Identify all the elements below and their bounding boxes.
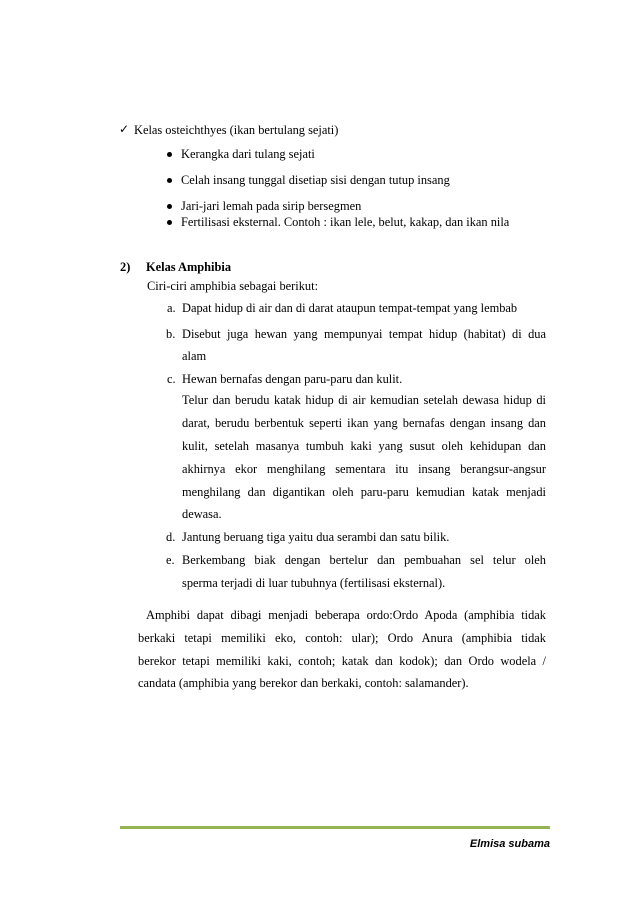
paragraph-line: candata (amphibia yang berekor dan berkaki, contoh: salamander). — [138, 676, 469, 690]
list-item-text: Berkembang biak dengan bertelur dan pembuahan sel telur oleh — [182, 553, 546, 567]
bullet-item: Fertilisasi eksternal. Contoh : ikan lele, belut, kakap, dan ikan nila — [181, 215, 510, 229]
footer-author: Elmisa subama — [469, 838, 550, 850]
list-marker: e. — [166, 553, 175, 567]
bullet-icon — [167, 178, 172, 183]
list-item-text: Disebut juga hewan yang mempunyai tempat hidup (habitat) di dua — [182, 327, 546, 341]
list-marker: b. — [166, 327, 176, 341]
list-item-text: menghilang dan digantikan oleh paru-paru kemudian katak menjadi — [182, 485, 546, 499]
section-heading: Kelas Amphibia — [146, 260, 232, 274]
list-item-text: Jantung beruang tiga yaitu dua serambi dan satu bilik. — [182, 530, 450, 544]
section-number: 2) — [120, 260, 131, 274]
list-item-text: kulit, setelah masanya tumbuh kaki yang susut oleh kehidupan dan — [182, 439, 546, 453]
paragraph-line: Amphibi dapat dibagi menjadi beberapa ordo:Ordo Apoda (amphibia tidak — [146, 608, 546, 622]
list-item-text: Dapat hidup di air dan di darat ataupun tempat-tempat yang lembab — [182, 301, 518, 315]
bullet-item: Jari-jari lemah pada sirip bersegmen — [181, 199, 362, 213]
list-marker: c. — [167, 372, 176, 386]
osteichthyes-title: Kelas osteichthyes (ikan bertulang sejati) — [134, 123, 339, 137]
checkmark-icon: ✓ — [119, 122, 130, 136]
list-item-text: sperma terjadi di luar tubuhnya (fertilisasi eksternal). — [182, 576, 446, 590]
bullet-icon — [167, 152, 172, 157]
list-marker: d. — [166, 530, 176, 544]
list-item-text: akhirnya ekor menghilang sementara itu insang berangsur-angsur — [182, 462, 546, 476]
footer-rule — [120, 826, 550, 829]
bullet-item: Kerangka dari tulang sejati — [181, 147, 315, 161]
paragraph-line: berkaki tetapi memiliki eko, contoh: ular); Ordo Anura (amphibia tidak — [138, 631, 546, 645]
bullet-item: Celah insang tunggal disetiap sisi dengan tutup insang — [181, 173, 450, 187]
list-item-text: alam — [182, 349, 207, 363]
paragraph-line: berekor tetapi memiliki kaki, contoh; katak dan kodok); dan Ordo wodela / — [138, 654, 546, 668]
list-item-text: Telur dan berudu katak hidup di air kemudian setelah dewasa hidup di — [182, 393, 546, 407]
bullet-icon — [167, 220, 172, 225]
list-item-text: Hewan bernafas dengan paru-paru dan kulit. — [182, 372, 403, 386]
bullet-icon — [167, 204, 172, 209]
list-item-text: darat, berudu berbentuk seperti ikan yang bernafas dengan insang dan — [182, 416, 546, 430]
list-item-text: dewasa. — [182, 507, 222, 521]
list-marker: a. — [167, 301, 176, 315]
section-intro: Ciri-ciri amphibia sebagai berikut: — [147, 279, 319, 293]
